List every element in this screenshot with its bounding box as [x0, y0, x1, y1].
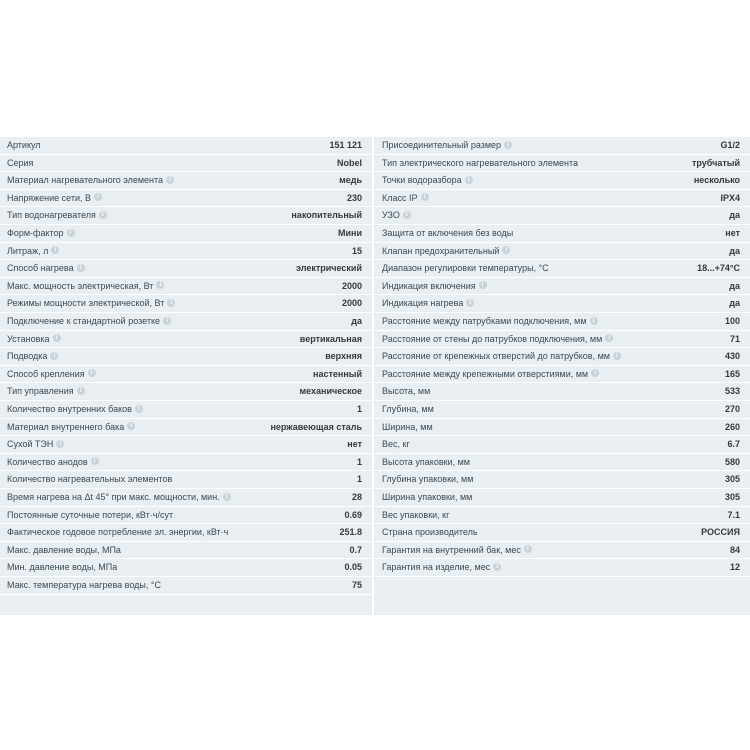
- spec-value: настенный: [313, 368, 362, 379]
- spec-label-text: Время нагрева на Δt 45° при макс. мощности, мин.: [7, 492, 220, 502]
- info-icon[interactable]: i: [223, 493, 231, 501]
- spec-label: [7, 348, 58, 365]
- info-icon[interactable]: i: [67, 229, 75, 237]
- info-icon[interactable]: i: [88, 369, 96, 377]
- info-icon[interactable]: i: [466, 299, 474, 307]
- spec-label: [7, 155, 33, 172]
- spec-row: [0, 489, 372, 507]
- spec-row: [0, 401, 372, 419]
- spec-row: [375, 366, 750, 384]
- spec-label: [382, 348, 621, 365]
- spec-label: [7, 207, 107, 224]
- spec-value: 12: [729, 562, 740, 573]
- info-icon[interactable]: i: [502, 246, 510, 254]
- spec-label-text: Мин. давление воды, МПа: [7, 562, 118, 573]
- spec-row: [0, 295, 372, 313]
- spec-label: [382, 471, 473, 488]
- spec-value: 165: [724, 368, 740, 379]
- spec-row: [0, 190, 372, 208]
- spec-label: [382, 401, 434, 418]
- specs-table: [0, 137, 750, 615]
- spec-label: [382, 366, 599, 383]
- spec-row: [0, 331, 372, 349]
- spec-label-text: Способ крепления: [7, 368, 85, 379]
- spec-label: [7, 489, 231, 506]
- spec-label: [7, 295, 175, 312]
- spec-value: РОССИЯ: [701, 527, 740, 538]
- spec-label-text: Высота упаковки, мм: [382, 456, 470, 467]
- specs-column-right: [375, 137, 750, 615]
- spec-label-text: Материал нагревательного элемента: [7, 175, 164, 186]
- spec-label: [7, 137, 41, 154]
- info-icon[interactable]: i: [56, 440, 64, 448]
- spec-row: [0, 419, 372, 437]
- spec-value: верхняя: [325, 351, 362, 362]
- info-icon[interactable]: i: [465, 176, 473, 184]
- spec-row: [375, 454, 750, 472]
- spec-label-text: Литраж, л: [7, 245, 49, 256]
- spec-value: 1: [356, 456, 362, 467]
- spec-label-text: Вес упаковки, кг: [382, 509, 450, 520]
- spec-label: [382, 507, 449, 524]
- spec-label: [7, 524, 228, 541]
- spec-label: [382, 524, 478, 541]
- spec-row: [375, 542, 750, 560]
- spec-label-text: Расстояние от стены до патрубков подключения, мм: [382, 333, 603, 344]
- spec-value: 251.8: [339, 527, 362, 538]
- spec-label: [382, 172, 473, 189]
- spec-row: [375, 137, 750, 155]
- spec-value: 151 121: [329, 140, 362, 150]
- spec-label-text: Вес, кг: [382, 439, 410, 450]
- spec-label: [382, 436, 410, 453]
- spec-value: трубчатый: [692, 157, 740, 168]
- spec-label-text: Клапан предохранительный: [382, 245, 500, 256]
- spec-label-text: Точки водоразбора: [382, 175, 462, 186]
- spec-row: [375, 348, 750, 366]
- spec-label: [382, 489, 472, 506]
- spec-row: [0, 577, 372, 595]
- spec-label: [7, 225, 75, 242]
- spec-row: [0, 260, 372, 278]
- spec-label-text: Высота, мм: [382, 386, 431, 397]
- spec-row: [375, 313, 750, 331]
- info-icon[interactable]: i: [421, 193, 429, 201]
- spec-label-text: Установка: [7, 333, 50, 344]
- info-icon[interactable]: i: [524, 545, 532, 553]
- spec-label: [382, 278, 487, 295]
- spec-label: [382, 331, 613, 348]
- info-icon[interactable]: i: [591, 369, 599, 377]
- spec-row: [375, 331, 750, 349]
- spec-value: 2000: [341, 280, 362, 291]
- spec-row: [0, 207, 372, 225]
- spec-label: [7, 172, 174, 189]
- spec-value: 305: [724, 474, 740, 485]
- info-icon[interactable]: i: [156, 281, 164, 289]
- spec-row: [375, 419, 750, 437]
- spec-value: 1: [356, 404, 362, 414]
- spec-value: 18...+74°С: [697, 263, 740, 274]
- spec-value: 28: [351, 492, 362, 502]
- spec-value: несколько: [693, 175, 740, 186]
- spec-row: [375, 190, 750, 208]
- spec-label-text: Фактическое годовое потребление эл. энергии, кВт·ч: [7, 527, 229, 538]
- spec-label-text: Способ нагрева: [7, 263, 74, 274]
- spec-value: механическое: [299, 386, 362, 397]
- spec-label-text: Страна производитель: [382, 527, 478, 538]
- spec-label-text: Защита от включения без воды: [382, 228, 514, 238]
- spec-value: IPX4: [720, 192, 740, 203]
- spec-row: [375, 295, 750, 313]
- spec-label-text: Подключение к стандартной розетке: [7, 316, 160, 326]
- spec-label: [382, 225, 513, 242]
- info-icon[interactable]: i: [53, 334, 61, 342]
- spec-label: [7, 313, 171, 330]
- spec-value: G1/2: [720, 140, 740, 150]
- spec-row: [0, 436, 372, 454]
- spec-row: [375, 155, 750, 173]
- spec-row: [375, 207, 750, 225]
- spec-row: [0, 366, 372, 384]
- spec-value: 6.7: [727, 439, 740, 450]
- spec-label: [382, 243, 510, 260]
- spec-label-text: Индикация включения: [382, 280, 476, 291]
- spec-label-text: Режимы мощности электрической, Вт: [7, 298, 165, 309]
- spec-label: [382, 313, 598, 330]
- spec-row: [0, 542, 372, 560]
- spec-label-text: Материал внутреннего бака: [7, 421, 125, 432]
- spec-label: [7, 401, 143, 418]
- spec-label: [382, 295, 474, 312]
- info-icon[interactable]: i: [504, 141, 512, 149]
- spec-label: [7, 243, 59, 260]
- spec-value: 0.05: [344, 562, 362, 573]
- spec-row: [375, 559, 750, 577]
- spec-label-text: Тип водонагревателя: [7, 210, 96, 221]
- info-icon[interactable]: i: [91, 457, 99, 465]
- spec-label-text: Расстояние от крепежных отверстий до патрубков, мм: [382, 351, 610, 362]
- spec-row: [0, 243, 372, 261]
- info-icon[interactable]: i: [94, 193, 102, 201]
- info-icon[interactable]: i: [99, 211, 107, 219]
- info-icon[interactable]: i: [77, 264, 85, 272]
- spec-value: 15: [351, 245, 362, 256]
- spec-label-text: Диапазон регулировки температуры, °С: [382, 263, 549, 274]
- spec-label-text: Напряжение сети, В: [7, 192, 92, 203]
- spec-label: [382, 155, 578, 172]
- spec-row: [0, 137, 372, 155]
- spec-value: 71: [729, 333, 740, 344]
- spec-row: [375, 471, 750, 489]
- spec-row: [0, 454, 372, 472]
- spec-label-text: Серия: [7, 157, 34, 168]
- info-icon[interactable]: i: [51, 246, 59, 254]
- spec-label: [7, 507, 173, 524]
- spec-label: [7, 471, 172, 488]
- spec-value: да: [351, 316, 362, 326]
- spec-label: [382, 137, 512, 154]
- spec-label-text: Количество нагревательных элементов: [7, 474, 173, 485]
- spec-row: [375, 243, 750, 261]
- spec-row: [375, 401, 750, 419]
- spec-value: 260: [724, 421, 740, 432]
- spec-label: [382, 190, 429, 207]
- spec-label: [382, 383, 430, 400]
- column-divider: [372, 137, 374, 615]
- spec-label-text: Класс IP: [382, 192, 418, 203]
- spec-label: [382, 542, 532, 559]
- spec-label-text: Тип электрического нагревательного элемента: [382, 157, 579, 168]
- spec-label-text: Макс. мощность электрическая, Вт: [7, 280, 154, 291]
- spec-label-text: Постоянные суточные потери, кВт·ч/сут: [7, 509, 174, 520]
- spec-label: [7, 278, 164, 295]
- spec-value: 270: [724, 404, 740, 414]
- spec-value: вертикальная: [299, 333, 362, 344]
- spec-row: [375, 524, 750, 542]
- spec-label-text: Макс. температура нагрева воды, °С: [7, 580, 161, 590]
- spec-label-text: Ширина упаковки, мм: [382, 492, 473, 502]
- spec-row: [375, 260, 750, 278]
- spec-label: [382, 419, 433, 436]
- spec-label: [7, 454, 99, 471]
- spec-label: [382, 260, 549, 277]
- spec-value: 0.69: [344, 509, 362, 520]
- spec-row: [375, 172, 750, 190]
- spec-value: нержавеющая сталь: [270, 421, 362, 432]
- spec-label: [7, 559, 117, 576]
- specs-column-left: [0, 137, 372, 615]
- spec-label: [7, 383, 85, 400]
- spec-value: накопительный: [291, 210, 362, 221]
- spec-label-text: Гарантия на изделие, мес: [382, 562, 491, 573]
- spec-label-text: Расстояние между патрубками подключения, мм: [382, 316, 587, 326]
- spec-label: [7, 542, 121, 559]
- info-icon[interactable]: i: [493, 563, 501, 571]
- spec-value: 75: [351, 580, 362, 590]
- info-icon[interactable]: i: [613, 352, 621, 360]
- spec-label-text: УЗО: [382, 210, 400, 221]
- spec-value: 430: [724, 351, 740, 362]
- spec-label-text: Расстояние между крепежными отверстиями, мм: [382, 368, 589, 379]
- spec-label-text: Тип управления: [7, 386, 74, 397]
- spec-value: 230: [346, 192, 362, 203]
- spec-label: [7, 260, 85, 277]
- spec-label-text: Глубина, мм: [382, 404, 434, 414]
- spec-label: [7, 436, 64, 453]
- spec-value: 580: [724, 456, 740, 467]
- info-icon[interactable]: i: [77, 387, 85, 395]
- spec-label: [382, 559, 501, 576]
- spec-label-text: Глубина упаковки, мм: [382, 474, 474, 485]
- spec-value: да: [729, 245, 740, 256]
- spec-label: [7, 366, 96, 383]
- spec-row: [0, 507, 372, 525]
- info-icon[interactable]: i: [127, 422, 135, 430]
- spec-row: [375, 436, 750, 454]
- spec-value: Nobel: [336, 157, 362, 168]
- info-icon[interactable]: i: [163, 317, 171, 325]
- spec-row: [0, 524, 372, 542]
- spec-row: [375, 489, 750, 507]
- spec-label-text: Сухой ТЭН: [7, 439, 54, 450]
- info-icon[interactable]: i: [590, 317, 598, 325]
- spec-row: [375, 507, 750, 525]
- spec-value: да: [729, 210, 740, 221]
- spec-row: [0, 155, 372, 173]
- spec-label-text: Количество внутренних баков: [7, 404, 132, 414]
- spec-label-text: Количество анодов: [7, 456, 88, 467]
- spec-label-text: Ширина, мм: [382, 421, 433, 432]
- spec-row: [375, 383, 750, 401]
- spec-row: [375, 278, 750, 296]
- spec-label: [7, 419, 135, 436]
- spec-label: [7, 190, 102, 207]
- spec-value: 0.7: [349, 544, 362, 555]
- info-icon[interactable]: i: [135, 405, 143, 413]
- spec-value: 2000: [341, 298, 362, 309]
- spec-value: да: [729, 298, 740, 309]
- spec-value: 305: [724, 492, 740, 502]
- spec-label: [382, 207, 411, 224]
- spec-value: 533: [724, 386, 740, 397]
- spec-row: [0, 172, 372, 190]
- spec-label: [7, 331, 61, 348]
- spec-label-text: Макс. давление воды, МПа: [7, 544, 121, 555]
- info-icon[interactable]: i: [166, 176, 174, 184]
- spec-value: 84: [729, 544, 740, 555]
- spec-value: 7.1: [727, 509, 740, 520]
- spec-value: 1: [356, 474, 362, 485]
- spec-label-text: Артикул: [7, 140, 41, 150]
- spec-value: электрический: [296, 263, 362, 274]
- spec-row: [0, 225, 372, 243]
- spec-label: [7, 577, 161, 594]
- spec-value: Мини: [338, 228, 362, 238]
- spec-value: нет: [347, 439, 362, 450]
- info-icon[interactable]: i: [479, 281, 487, 289]
- spec-row: [0, 278, 372, 296]
- spec-row: [0, 313, 372, 331]
- spec-row: [0, 471, 372, 489]
- spec-row: [375, 225, 750, 243]
- spec-label-text: Гарантия на внутренний бак, мес: [382, 544, 521, 555]
- info-icon[interactable]: i: [167, 299, 175, 307]
- spec-value: да: [729, 280, 740, 291]
- spec-value: нет: [725, 228, 740, 238]
- spec-value: 100: [724, 316, 740, 326]
- spec-label: [382, 454, 470, 471]
- spec-label-text: Форм-фактор: [7, 228, 64, 238]
- info-icon[interactable]: i: [50, 352, 58, 360]
- info-icon[interactable]: i: [605, 334, 613, 342]
- info-icon[interactable]: i: [403, 211, 411, 219]
- spec-value: медь: [339, 175, 362, 186]
- spec-row: [0, 559, 372, 577]
- spec-label-text: Подводка: [7, 351, 48, 362]
- spec-row: [0, 383, 372, 401]
- spec-label-text: Присоединительный размер: [382, 140, 502, 150]
- spec-label-text: Индикация нагрева: [382, 298, 464, 309]
- spec-row: [0, 348, 372, 366]
